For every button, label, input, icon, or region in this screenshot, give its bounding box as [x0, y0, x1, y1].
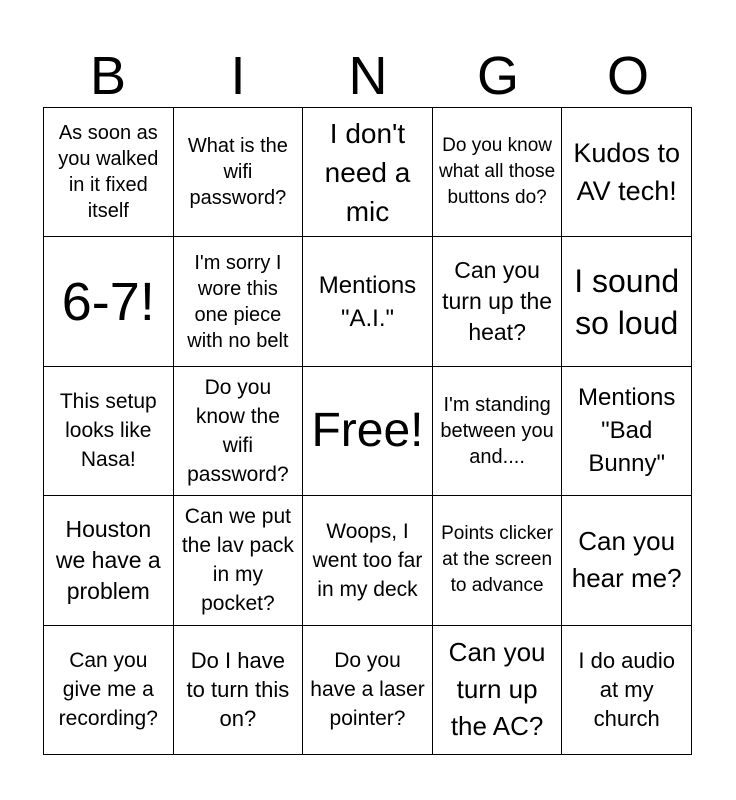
bingo-cell: Can you give me a recording?: [44, 626, 174, 755]
bingo-cell: Mentions "A.I.": [303, 237, 433, 366]
bingo-cell: Houston we have a problem: [44, 496, 174, 625]
bingo-header: [43, 44, 693, 108]
header-letter-g: G: [476, 46, 519, 106]
bingo-cell: This setup looks like Nasa!: [44, 367, 174, 496]
bingo-cell: I'm standing between you and....: [433, 367, 563, 496]
bingo-cell: Can you turn up the AC?: [433, 626, 563, 755]
bingo-cell: Mentions "Bad Bunny": [562, 367, 692, 496]
bingo-cell: Woops, I went too far in my deck: [303, 496, 433, 625]
bingo-cell: I sound so loud: [562, 237, 692, 366]
bingo-cell: Kudos to AV tech!: [562, 108, 692, 237]
header-letter-n: N: [348, 46, 388, 106]
bingo-cell: Do you know the wifi password?: [174, 367, 304, 496]
bingo-cell: What is the wifi password?: [174, 108, 304, 237]
bingo-cell: 6-7!: [44, 237, 174, 366]
bingo-cell: Can we put the lav pack in my pocket?: [174, 496, 304, 625]
header-letter-b: B: [89, 46, 127, 106]
header-letter-o: O: [606, 46, 649, 106]
header-letter-i: I: [230, 46, 246, 106]
bingo-cell: I do audio at my church: [562, 626, 692, 755]
bingo-cell: As soon as you walked in it fixed itself: [44, 108, 174, 237]
free-space: Free!: [303, 367, 433, 496]
bingo-cell: Can you hear me?: [562, 496, 692, 625]
bingo-cell: I'm sorry I wore this one piece with no belt: [174, 237, 304, 366]
bingo-cell: Can you turn up the heat?: [433, 237, 563, 366]
bingo-cell: Do you know what all those buttons do?: [433, 108, 563, 237]
bingo-cell: I don't need a mic: [303, 108, 433, 237]
bingo-grid: [43, 107, 692, 755]
bingo-cell: Do you have a laser pointer?: [303, 626, 433, 755]
bingo-cell: Points clicker at the screen to advance: [433, 496, 563, 625]
bingo-cell: Do I have to turn this on?: [174, 626, 304, 755]
